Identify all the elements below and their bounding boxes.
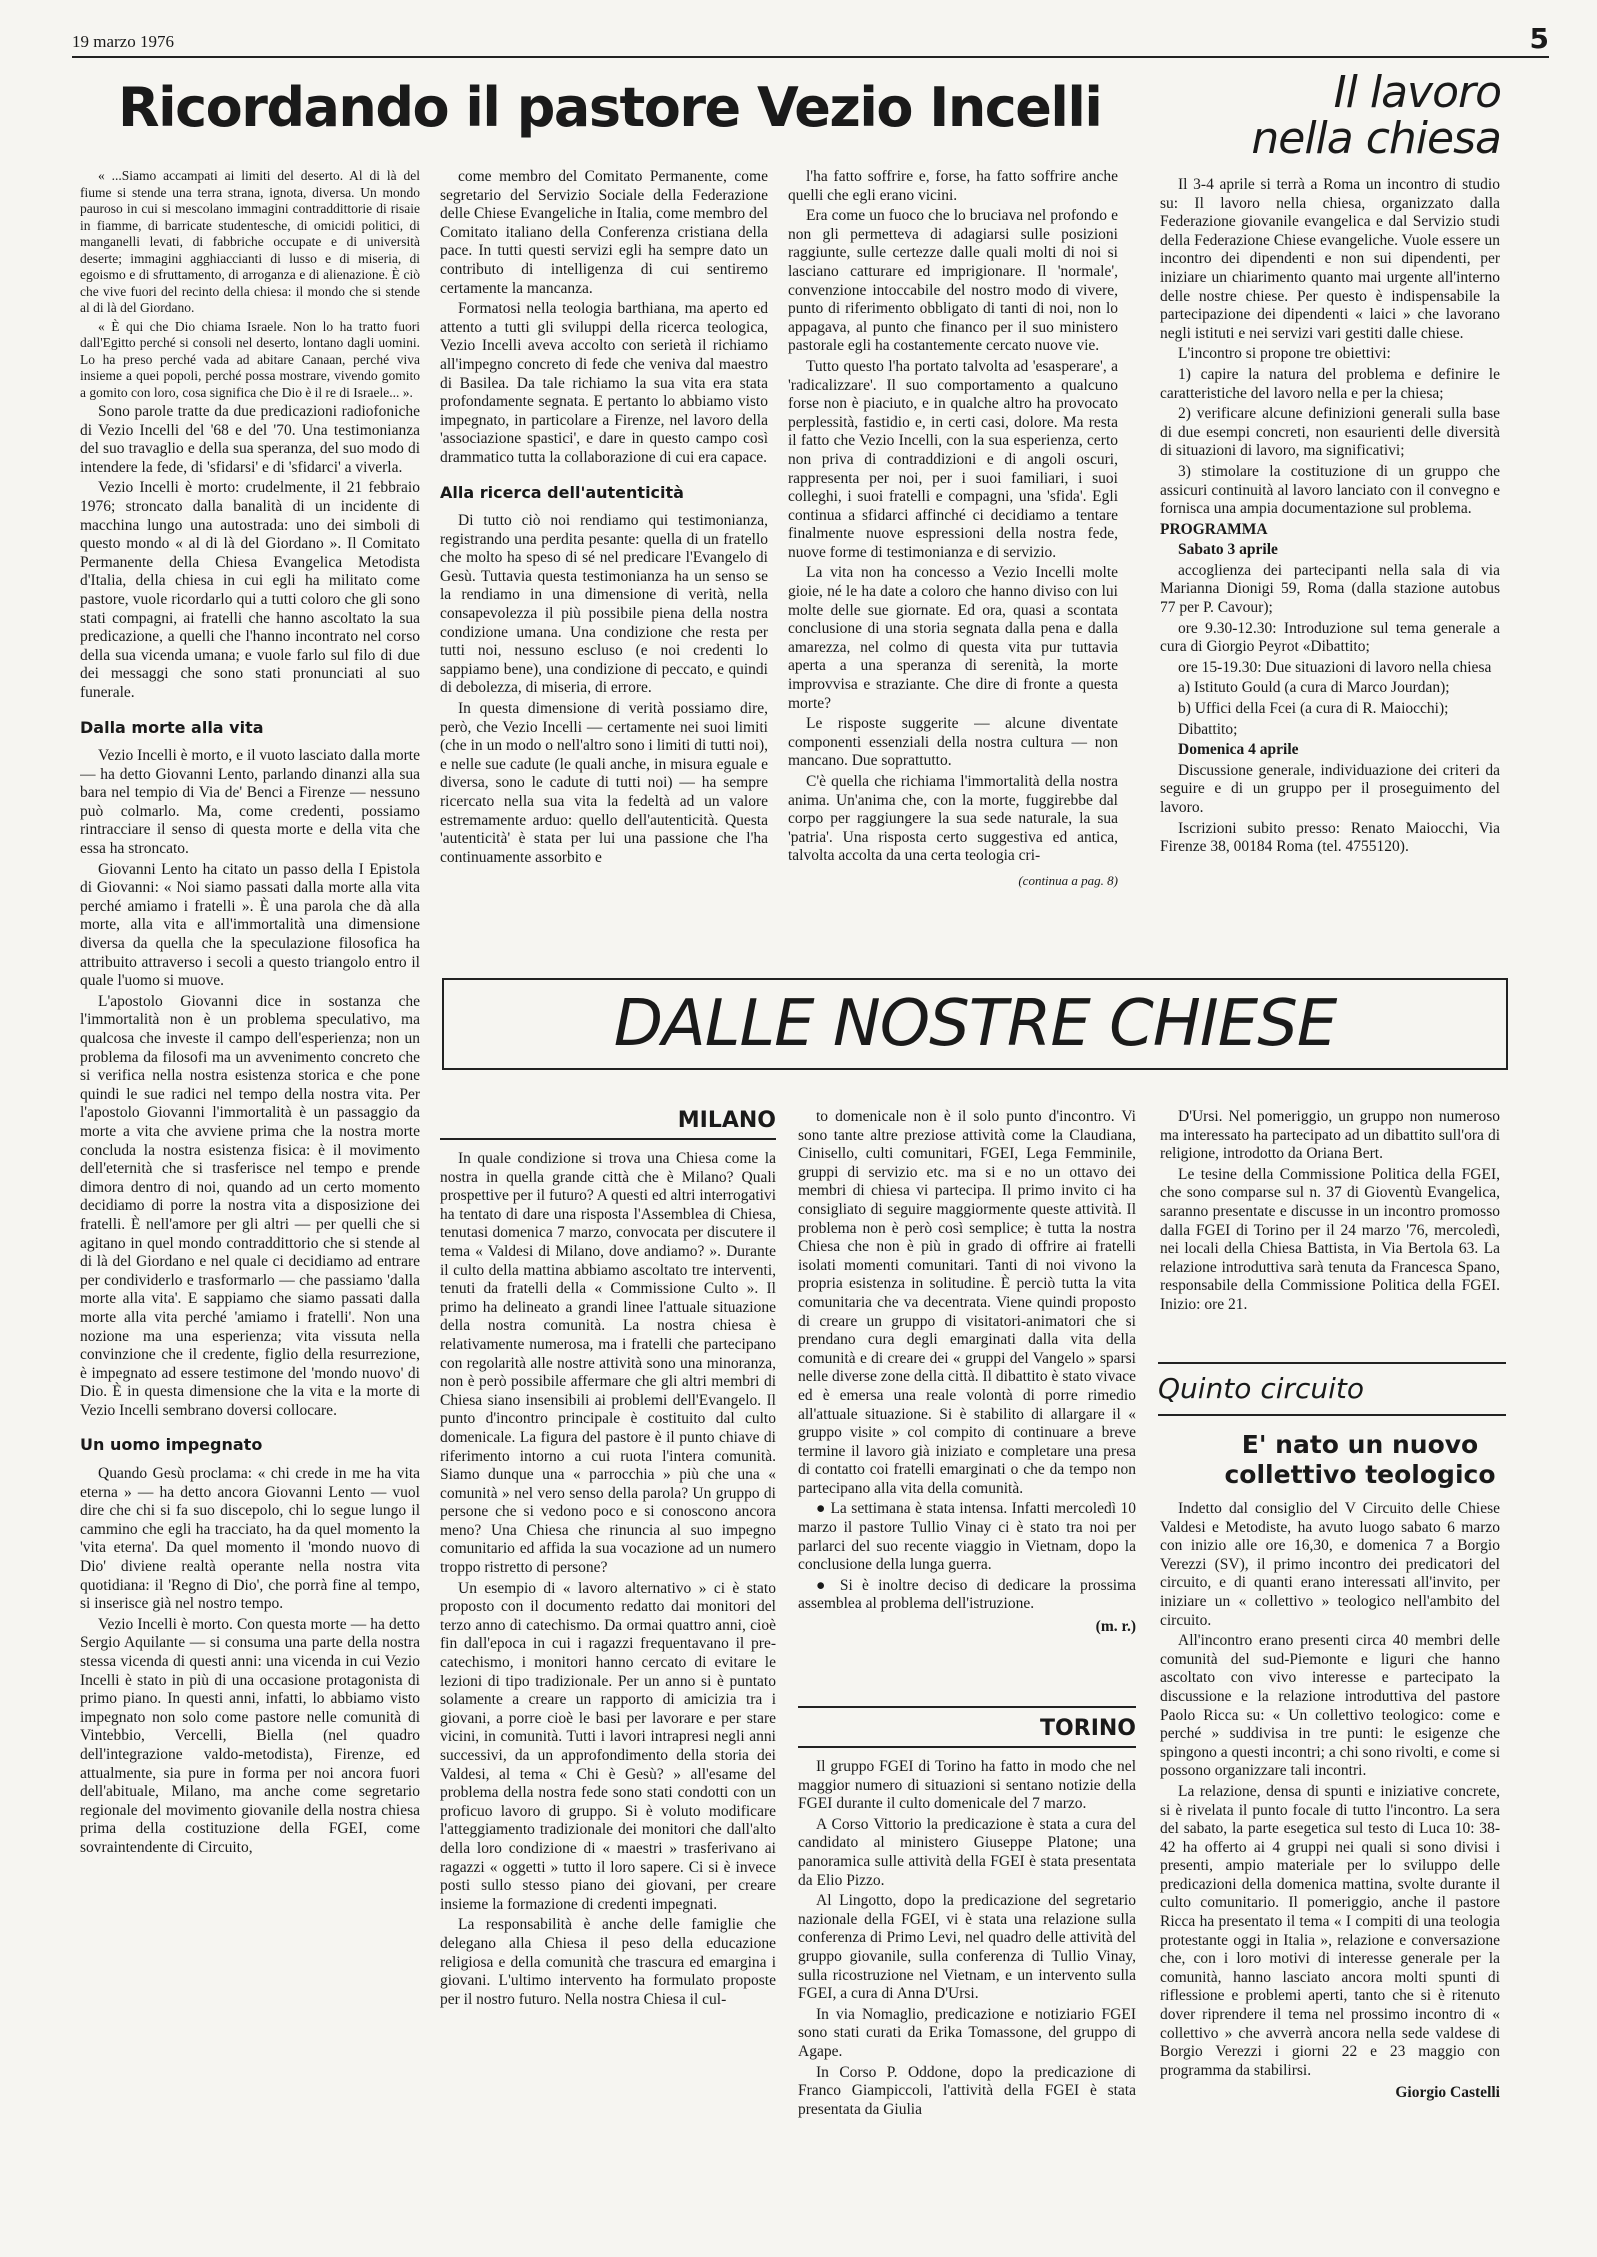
body-paragraph: D'Ursi. Nel pomeriggio, un gruppo non numeroso ma interessato ha partecipato ad un dibattito sull'ora di religione, introdotto da Oriana Bert.	[1160, 1108, 1500, 1163]
body-paragraph: come membro del Comitato Permanente, come segretario del Servizio Sociale della Federazione delle Chiese Evangeliche in Italia, come membro del Comitato italiano della Conferenza cristiana della pace. In tutti questi servizi egli ha sempre dato un contributo di intelligenza di cui sentiremo certamente la mancanza.	[440, 168, 768, 297]
program-item: Sabato 3 aprile	[1178, 541, 1278, 559]
body-paragraph: Il 3-4 aprile si terrà a Roma un incontro di studio su: Il lavoro nella chiesa, organizzato dalla Federazione giovanile evangelica e dal Servizio studi della Federazione Chiese evangeliche. Vuole essere un incontro dei dipendenti e non sui dipendenti, per iniziare un chiarimento quanto mai urgente all'interno delle nostre chiese. Per questo è indispensabile la partecipazione dei dipendenti « laici » che lavorano negli istituti e nei servizi vari gestiti dalle chiese.	[1160, 176, 1500, 342]
body-paragraph: C'è quella che richiama l'immortalità della nostra anima. Un'anima che, con la morte, fuggirebbe dal corpo per raggiungere la sua sede naturale, la sua 'patria'. Una risposta certo suggestiva ed antica, talvolta accolta da una certa teologia cri-	[788, 773, 1118, 865]
body-paragraph: Le tesine della Commissione Politica della FGEI, che sono comparse sul n. 37 di Gioventù Evangelica, saranno presentate e discusse in un incontro promosso dalla FGEI di Torino per il 24 marzo '76, mercoledì, nei locali della Chiesa Battista, in Via Bertola 63. La relazione introduttiva sarà tenuta da Francesca Spano, responsabile della Commissione Politica della FGEI. Inizio: ore 21.	[1160, 1165, 1500, 1313]
program-item: Dibattito;	[1178, 720, 1238, 738]
article-column-2	[440, 168, 768, 958]
body-paragraph: l'ha fatto soffrire e, forse, ha fatto soffrire anche quelli che egli erano vicini.	[788, 168, 1118, 204]
section-banner	[442, 978, 1508, 1070]
body-paragraph: In Corso P. Oddone, dopo la predicazione di Franco Giampiccoli, l'attività della FGEI è stata presentata da Giulia	[798, 2063, 1136, 2118]
article-column-3	[788, 168, 1118, 958]
page-header	[72, 22, 1549, 58]
program-item: Discussione generale, individuazione dei criteri da seguire e di un gruppo per il proseguimento del lavoro.	[1160, 761, 1500, 816]
subheading: Dalla morte alla vita	[80, 717, 264, 737]
body-paragraph: Sono parole tratte da due predicazioni radiofoniche di Vezio Incelli del '68 e del '70. Una testimonianza del suo travaglio e della sua speranza, del suo modo di intendere la fede, di 'sfidarsi' e di 'sfidarci' a viverla.	[80, 403, 420, 476]
body-paragraph: 1) capire la natura del problema e definire le caratteristiche del lavoro nella e per la chiesa;	[1160, 365, 1500, 402]
body-paragraph: L'apostolo Giovanni dice in sostanza che l'immortalità non è un problema speculativo, ma qualcosa che investe il campo dell'esperienza; non un problema da filosofi ma un avvenimento concreto che si verifica nella nostra esistenza storica e che pone quindi le sue radici nel tempo della nostra vita. Per l'apostolo Giovanni l'immortalità è un passaggio da morte a vita che avviene prima che la nostra morte concluda la nostra esistenza fisica: è il movimento dell'eternità che si trasferisce nel tempo e prende dimora dentro di noi, quando ad un certo momento decidiamo di porre la nostra vita a disposizione dei fratelli. È nell'amore per gli altri — per quelli che si agitano in quel mondo contraddittorio che si stende al di là del Giordano e nel quale ci decidiamo ad entrare per condividerlo e trasformarlo — che passiamo 'dalla morte alla vita'. E sappiamo che siamo passati dalla morte alla vita perché 'amiamo i fratelli'. Non una nozione ma una esperienza; vita vissuta nella convinzione che il credente, figlio della resurrezione, è impegnato ad essere testimone del 'mondo nuovo' di Dio. È in questa dimensione che la vita e la morte di Vezio Incelli sembrano doversi collocare.	[80, 992, 420, 1419]
collettivo-headline-line2: collettivo teologico	[1224, 1460, 1496, 1489]
body-paragraph: In quale condizione si trova una Chiesa come la nostra in quella grande città che è Milano? Quali prospettive per il futuro? A questi ed altri interrogativi ha tentato di dare una risposta l'Assemblea di Chiesa, tenutasi domenica 7 marzo, convocata per discutere il tema « Valdesi di Milano, dove andiamo? ». Durante il culto della mattina abbiamo ascoltato tre interventi, tenuti da fratelli della « Commissione Culto ». Il primo ha delineato a grandi linee l'attuale situazione della nostra comunità. La nostra chiesa è relativamente numerosa, ma i fratelli che partecipano con regolarità alle nostre attività sono una minoranza, non è però possibile affermare che gli altri membri di Chiesa siano insensibili ai problemi dell'Evangelo. Il punto d'incontro principale è costituito dal culto domenicale. La figura del pastore è il punto chiave di riferimento intorno a cui ruota l'intera comunità. Siamo dunque una « parrocchia » più che una « comunità » nel vero senso della parola? Un gruppo di persone che si vedono poco e si conoscono ancora meno? Una Chiesa che rinuncia al suo impegno comunitario ed affida la sua vocazione ad un numero troppo ristretto di persone?	[440, 1150, 776, 1577]
lavoro-title	[1201, 67, 1501, 164]
issue-date: 19 marzo 1976	[72, 32, 174, 51]
body-paragraph: Di tutto ciò noi rendiamo qui testimonianza, registrando una perdita pesante: quella di un fratello che molto ha speso di sé nel predicare l'Evangelo di Gesù. Tuttavia questa testimonianza ha un senso se la rendiamo in una dimensione di verità, nella consapevolezza il più possibile piena della nostra condizione umana. Una condizione che resta per tutti noi, nessuno escluso (e noi credenti lo sappiamo bene), una condizione di peccato, e quindi di debolezza, di miseria, di errore.	[440, 512, 768, 697]
program-item: b) Uffici della Fcei (a cura di R. Maiocchi);	[1178, 700, 1449, 718]
section-banner-title: DALLE NOSTRE CHIESE	[613, 987, 1337, 1061]
body-paragraph: Il gruppo FGEI di Torino ha fatto in modo che nel maggior numero di situazioni si sentano notizie della FGEI durante il culto domenicale del 7 marzo.	[798, 1758, 1136, 1813]
body-paragraph: In questa dimensione di verità possiamo dire, però, che Vezio Incelli — certamente nei suoi limiti (che in un modo o nell'altro sono i limiti di tutti noi), e nelle sue cadute (le quali anche, in misura eguale e diversa, sono le cadute di tutti noi) — ha sempre ricercato nella sua vita la fedeltà ad un valore estremamente arduo: quello dell'autenticità. Questa 'autenticità' è stata per lui una passione che l'ha continuamente assorbito e	[440, 700, 768, 866]
body-paragraph: Al Lingotto, dopo la predicazione del segretario nazionale della FGEI, vi è stata una relazione sulla conferenza di Primo Levi, nel quadro delle attività del gruppo giovanile, sulla conferenza di Tullio Vinay, sulla ricostruzione nel Vietnam, e un intervento sulla FGEI, a cura di Anna D'Ursi.	[798, 1892, 1136, 2003]
article-headline: Ricordando il pastore Vezio Incelli	[118, 76, 1102, 139]
milano-signature: (m. r.)	[1095, 1618, 1136, 1636]
program-item: a) Istituto Gould (a cura di Marco Jourdan);	[1178, 679, 1450, 697]
lavoro-title-line1: Il lavoro	[1333, 67, 1501, 118]
body-paragraph: La relazione, densa di spunti e iniziative concrete, si è rivelata il punto focale di tutto l'incontro. La sera del sabato, la parte esegetica sul testo di Luca 10: 38-42 ha offerto ai 4 gruppi nei quali si sono divisi i presenti, ampio materiale per lo sviluppo delle predicazioni della domenica mattina, svolte durante il culto comunitario. Il pomeriggio, anche il pastore Ricca ha presentato il tema « I compiti di una teologia protestante oggi in Italia », relazione e conversazione che, con i loro motivi di interesse generale per la comunità, hanno lasciato ancora molti spunti di riflessione e problemi aperti, tanto che si è ritenuto dover riprendere il tema nel prossimo incontro di « collettivo » che avverrà ancora nella sede valdese di Borgio Verezzi i giorni 22 e 23 maggio con programma da stabilirsi.	[1160, 1782, 1500, 2079]
program-item: Iscrizioni subito presso: Renato Maiocchi, Via Firenze 38, 00184 Roma (tel. 4755120).	[1160, 819, 1500, 856]
milano-column-2	[798, 1108, 1136, 1698]
milano-column-1	[440, 1150, 776, 2250]
body-paragraph: In via Nomaglio, predicazione e notiziario FGEI sono stati curati da Erika Tomassone, del gruppo di Agape.	[798, 2005, 1136, 2060]
body-paragraph: Giovanni Lento ha citato un passo della I Epistola di Giovanni: « Noi siamo passati dalla morte alla vita perché amiamo i fratelli ». È una parola che dà alla morte, alla vita e all'immortalità una dimensione diversa da quella che la speculazione filosofica ha attribuito attraverso i secoli a questo triangolo entro il quale l'uomo si muove.	[80, 860, 420, 990]
heading-rule	[1158, 1414, 1506, 1416]
subheading: Alla ricerca dell'autenticità	[440, 482, 684, 502]
program-item: Domenica 4 aprile	[1178, 741, 1299, 759]
program-heading: PROGRAMMA	[1160, 520, 1268, 538]
quote-paragraph: « ...Siamo accampati ai limiti del deserto. Al di là del fiume si stende una terra strana, ignota, diversa. Un mondo pauroso in cui si mescolano immagini contraddittorie di risaie in fiamme, di barricate studentesche, di omicidi politici, di manganelli levati, di fabbriche occupate e di università deserte; immagini agghiaccianti di lusso e di miseria, di egoismo e di sfruttamento, di arroganza e di alienazione. È ciò che vive fuori del recinto della chiesa: il mondo che si stende al di là del Giordano.	[80, 168, 420, 315]
torino-continued-column	[1160, 1108, 1500, 1358]
body-paragraph: Vezio Incelli è morto, e il vuoto lasciato dalla morte — ha detto Giovanni Lento, parlando dinanzi alla sua bara nel tempio di Via de' Benci a Firenze — nessuno può colmarlo. Ma, come credenti, possiamo rintracciare il senso di questa morte e della vita che essa ha stroncato.	[80, 747, 420, 858]
continued-note: (continua a pag. 8)	[1018, 872, 1118, 888]
torino-column	[798, 1758, 1136, 2248]
body-paragraph: Tutto questo l'ha portato talvolta ad 'esasperare', a 'radicalizzare'. Il suo comportamento a qualcuno forse non è piaciuto, e in qualche altro ha provocato perplessità, fastidio e, in certi casi, dolore. Ma resta il fatto che Vezio Incelli, con la sua esperienza, certo non priva di contraddizioni e di angoli oscuri, rappresenta per noi, per i suoi familiari, i suoi colleghi, i suoi fratelli e compagni, una 'sfida'. Egli continua a sfidarci affinché ci decidiamo a tentare finalmente nuove espressioni della nostra fede, nuove forme di testimonianza e di servizio.	[788, 357, 1118, 561]
quinto-heading: Quinto circuito	[1158, 1372, 1365, 1405]
quote-paragraph: « È qui che Dio chiama Israele. Non lo ha tratto fuori dall'Egitto perché si consoli nel deserto, lontano dagli uomini. Lo ha preso perché vada ad abitare Canaan, perché viva insieme a quei popoli, perché possa mostrare, vivendo gomito a gomito con loro, cosa significa che Dio è il re di Israele... ».	[80, 318, 420, 400]
program-item: ore 9.30-12.30: Introduzione sul tema generale a cura di Giorgio Peyrot «Dibattito;	[1160, 619, 1500, 656]
body-paragraph: Indetto dal consiglio del V Circuito delle Chiese Valdesi e Metodiste, ha avuto luogo sabato 6 marzo con inizio alle ore 16,30, e domenica 7 a Borgio Verezzi (SV), il primo incontro dei predicatori del circuito, e di quanti erano interessati all'invito, per iniziare un « collettivo » teologico nell'ambito del circuito.	[1160, 1500, 1500, 1629]
body-paragraph: Era come un fuoco che lo bruciava nel profondo e non gli permetteva di adagiarsi sulle posizioni raggiunte, sulle certezze dalle quali molti di noi si lasciano catturare ed imprigionare. Il 'normale', convenzione intoccabile del nostro modo di vivere, punto di riferimento obbligato di tanti di noi, non lo appagava, al punto che financo per il suo ministero pastorale egli ha costantemente cercato nuove vie.	[788, 207, 1118, 355]
subheading: Un uomo impegnato	[80, 1435, 263, 1455]
body-paragraph: to domenicale non è il solo punto d'incontro. Vi sono tante altre preziose attività come la Claudiana, Cinisello, culti comunitari, FGEI, Lega Femminile, gruppi di servizio etc. ma si e no un ottavo dei membri di chiesa vi partecipa. Il primo invito ci ha consigliato di seguire maggiormente queste attività. Il problema non è però così semplice; è tutta la nostra Chiesa che non è più in grado di offrire ai fratelli isolati momenti comunitari. Tanti di noi vivono la propria esistenza in solitudine. È perciò tutta la vita comunitaria che va decentrata. Viene quindi proposto di creare un gruppo di visitatori-animatori che si prendano cura degli emarginati dalla vita della comunità e di creare dei « gruppi del Vangelo » sparsi nelle diverse zone della città. Il dibattito è stato vivace ed è emersa una reale volontà di porre rimedio all'attuale situazione. Si è stabilito di allargare il « gruppo visite » col compito di continuare a breve termine il lavoro già iniziato e completare una presa di contatto coi fratelli emarginati o che da tempo non partecipano alla vita della comunità.	[798, 1108, 1136, 1497]
article-column-1	[80, 168, 420, 2138]
lavoro-column	[1160, 176, 1500, 966]
body-paragraph: Quando Gesù proclama: « chi crede in me ha vita eterna » — ha detto ancora Giovanni Lento — vuol dire che chi si fa suo discepolo, chi lo segue lungo il cammino che egli ha tracciato, ha da quel momento la 'vita eterna'. Da quel momento il 'mondo nuovo di Dio' diviene realtà operante nella nostra vita quotidiana: il 'Regno di Dio', che porrà fine al tempo, si inserisce già nel nostro tempo.	[80, 1465, 420, 1613]
body-paragraph: Le risposte suggerite — alcune diventate componenti essenziali della nostra cultura — non mancano. Due soprattutto.	[788, 715, 1118, 770]
heading-rule	[1158, 1362, 1506, 1364]
body-paragraph: Vezio Incelli è morto. Con questa morte — ha detto Sergio Aquilante — si consuma una parte della nostra stessa vicenda di questi anni: una vicenda in cui Vezio Incelli è stato in più di una occasione protagonista di primo piano. In questi anni, infatti, lo abbiamo visto impegnato non solo come pastore nelle comunità di Vintebbio, Vercelli, Biella (nel quadro dell'integrazione valdo-metodista), Firenze, ed attualmente, sia pure in forma per noi ancora fuori dell'abituale, Milano, ma anche come segretario regionale del movimento giovanile della nostra chiesa prima della costituzione della FGEI, come sovraintendente di Circuito,	[80, 1615, 420, 1856]
collettivo-headline-line1: E' nato un nuovo	[1241, 1430, 1479, 1459]
heading-rule	[798, 1746, 1136, 1748]
body-paragraph: La responsabilità è anche delle famiglie che delegano alla Chiesa il peso della educazione religiosa e della comunità che trascura ed emargina i giovani. L'ultimo intervento ha formulato proposte per il nostro futuro. Nella nostra Chiesa il cul-	[440, 1916, 776, 2008]
body-paragraph: 2) verificare alcune definizioni generali sulla base di due esempi concreti, non esaurienti delle diversità di situazioni di lavoro, ma significativi;	[1160, 405, 1500, 460]
body-paragraph: ● Si è inoltre deciso di dedicare la prossima assemblea al problema dell'istruzione.	[798, 1576, 1136, 1613]
body-paragraph: L'incontro si propone tre obiettivi:	[1178, 345, 1391, 363]
body-paragraph: A Corso Vittorio la predicazione è stata a cura del candidato al ministero Giuseppe Platone; una panoramica sulle attività della FGEI è stata presentata da Elio Pizzo.	[798, 1815, 1136, 1889]
program-item: accoglienza dei partecipanti nella sala di via Marianna Dionigi 59, Roma (dalla stazione autobus 77 per P. Cavour);	[1160, 561, 1500, 617]
quinto-signature: Giorgio Castelli	[1395, 2084, 1500, 2102]
page-number: 5	[1529, 22, 1549, 55]
lavoro-title-line2: nella chiesa	[1251, 113, 1501, 164]
quinto-column	[1160, 1500, 1500, 2250]
body-paragraph: All'incontro erano presenti circa 40 membri delle comunità del sud-Piemonte e liguri che hanno ascoltato con vivo interesse e partecipato la discussione e la relazione introduttiva del pastore Paolo Ricca su: « Un collettivo teologico: come e perché » suddivisa in tre punti: le esigenze che spingono a questi incontri; a chi sono rivolti, e come si possono organizzare tali incontri.	[1160, 1632, 1500, 1780]
body-paragraph: Un esempio di « lavoro alternativo » ci è stato proposto con il documento redatto dai monitori del terzo anno di catechismo. Da ormai quattro anni, cioè fin dall'epoca in cui i ragazzi frequentavano il pre-catechismo, i monitori hanno cercato di evitare le lezioni di tipo tradizionale. Per un anno si è puntato solamente a creare un rapporto di amicizia tra i giovani, a porre cioè le basi per lavorare e per stare vicini, in comunità. Tutti i lavori intrapresi negli anni successivi, da un approfondimento della storia dei Valdesi, al tema « Chi è Gesù? » all'esame del problema della nostra fede sono stati condotti con un proficuo lavoro di gruppo. Si è voluto modificare l'atteggiamento tradizionale dei monitori che dall'alto della loro condizione di « maestri » trasferivano ai ragazzi « oggetti » tutto il loro sapere. Ci si è invece posti sullo stesso piano dei giovani, per creare insieme la formazione di credenti impegnati.	[440, 1579, 776, 1913]
body-paragraph: La vita non ha concesso a Vezio Incelli molte gioie, né le ha date a coloro che hanno diviso con lui molte delle sue giornate. Ed ora, quasi a scontata conclusione di una storia segnata dalla pena e dalla amarezza, nel colmo di questa vita pur tuttavia aperta a una speranza di serenità, la morte improvvisa e straziante. Che dire di fronte a questa morte?	[788, 564, 1118, 712]
body-paragraph: Vezio Incelli è morto: crudelmente, il 21 febbraio 1976; stroncato dalla banalità di un incidente di macchina lungo una autostrada: uno dei simboli di questo mondo « al di là del Giordano ». Il Comitato Permanente della Chiesa Evangelica Metodista d'Italia, della chiesa in cui egli ha militato come pastore, vuole ricordarlo qui a tutti coloro che gli sono stati compagni, ai fratelli che hanno ascoltato la sua predicazione, a quelli che l'hanno incontrato nel corso della sua vicenda umana; e vuole farlo sul filo di due dei messaggi che sono stati pronunciati al suo funerale.	[80, 479, 420, 701]
body-paragraph: ● La settimana è stata intensa. Infatti mercoledì 10 marzo il pastore Tullio Vinay ci è stato tra noi per parlarci del suo recente viaggio in Vietnam, dopo la conclusione della lunga guerra.	[798, 1500, 1136, 1574]
collettivo-headline	[1200, 1430, 1520, 1490]
body-paragraph: Formatosi nella teologia barthiana, ma aperto ed attento a tutti gli sviluppi della ricerca teologica, Vezio Incelli aveva accolto con serietà il richiamo all'impegno concreto di fede che veniva dal maestro di Basilea. Da tale richiamo la sua vita era stata profondamente segnata. E pertanto lo abbiamo visto impegnato, in particolare a Firenze, nel lavoro della 'associazione spastici', e dare in questo campo così drammatico tutta la collaborazione di cui era capace.	[440, 300, 768, 466]
program-item: ore 15-19.30: Due situazioni di lavoro nella chiesa	[1178, 658, 1492, 676]
body-paragraph: 3) stimolare la costituzione di un gruppo che assicuri continuità al lavoro lanciato con il convegno e fornisca una ampia documentazione sul problema.	[1160, 462, 1500, 518]
heading-rule	[440, 1138, 776, 1140]
heading-rule	[798, 1706, 1136, 1708]
milano-heading: MILANO	[677, 1108, 776, 1133]
torino-heading: TORINO	[1040, 1716, 1136, 1741]
